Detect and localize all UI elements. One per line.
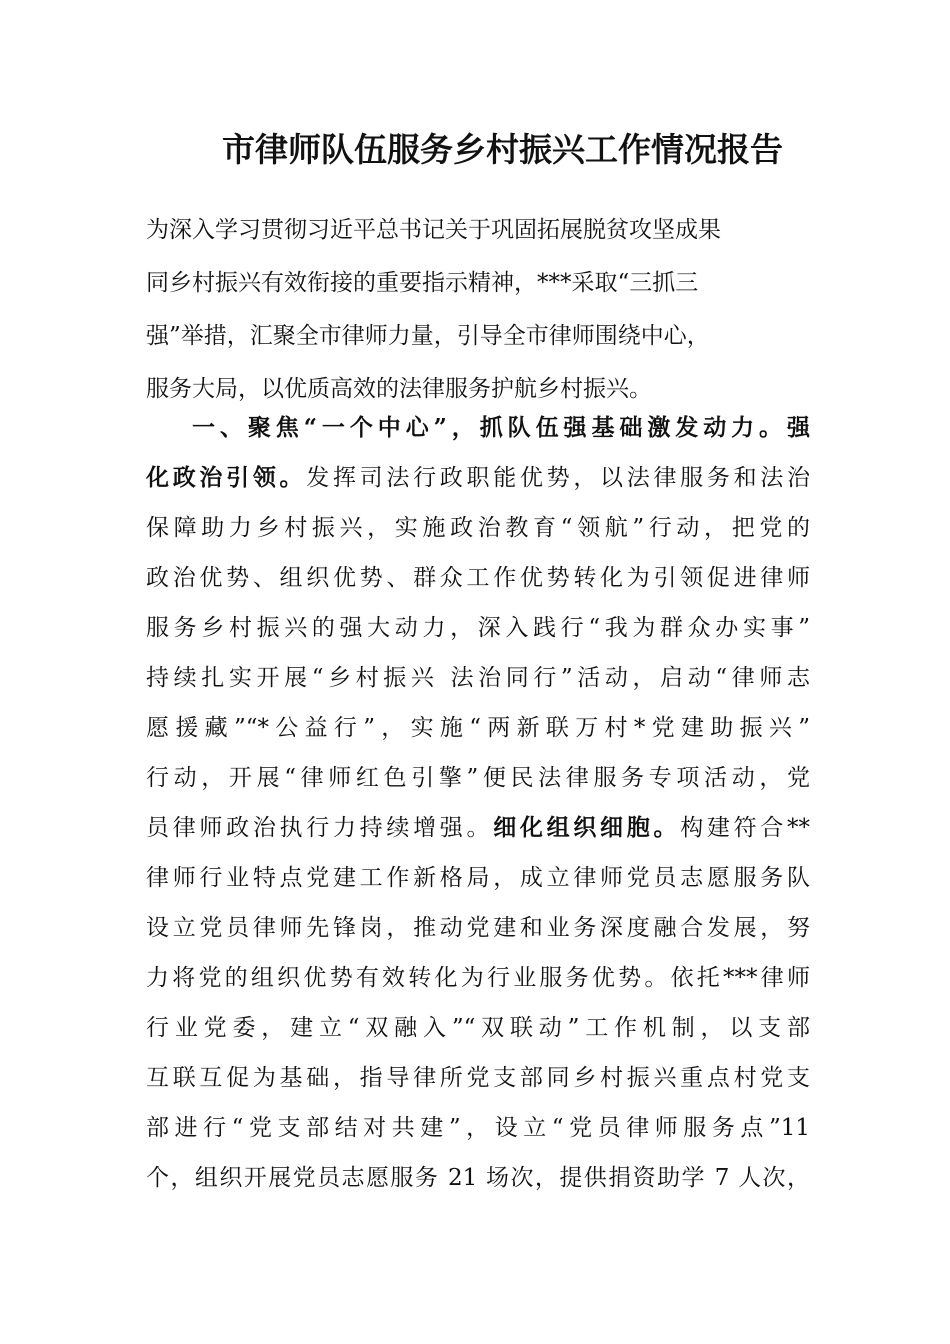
paragraph-line: 政治优势、组织优势、群众工作优势转化为引领促进律师: [146, 565, 810, 591]
intro-paragraph: [146, 204, 786, 416]
document-title: 市律师队伍服务乡村振兴工作情况报告: [222, 130, 783, 169]
paragraph-line: 持续扎实开展“乡村振兴 法治同行”活动，启动“律师志: [146, 665, 810, 691]
paragraph-text: 构建符合**: [680, 815, 811, 841]
paragraph-line: 互联互促为基础，指导律所党支部同乡村振兴重点村党支: [146, 1065, 810, 1091]
intro-line: 同乡村振兴有效衔接的重要指示精神，***采取“三抓三: [146, 270, 699, 296]
intro-line: 为深入学习贯彻习近平总书记关于巩固拓展脱贫攻坚成果: [146, 217, 721, 243]
paragraph-text: 发挥司法行政职能优势，以法律服务和法治: [306, 465, 811, 491]
paragraph-line: [146, 803, 810, 853]
paragraph-line: [146, 453, 810, 503]
section-one-paragraph: [146, 403, 810, 1203]
paragraph-line: 个，组织开展党员志愿服务 21 场次，提供捐资助学 7 人次，: [146, 1165, 810, 1191]
section-heading: 一、聚焦“一个中心”，抓队伍强基础激发动力。: [192, 414, 787, 441]
intro-line: 服务大局，以优质高效的法律服务护航乡村振兴。: [146, 376, 652, 402]
paragraph-line: 设立党员律师先锋岗，推动党建和业务深度融合发展，努: [146, 915, 810, 941]
paragraph-line: 行动，开展“律师红色引擎”便民法律服务专项活动，党: [146, 765, 810, 791]
paragraph-line: 保障助力乡村振兴，实施政治教育“领航”行动，把党的: [146, 515, 810, 541]
intro-line: 强”举措，汇聚全市律师力量，引导全市律师围绕中心，: [146, 323, 710, 349]
paragraph-line: [146, 403, 810, 453]
paragraph-line: 行业党委，建立“双融入”“双联动”工作机制，以支部: [146, 1015, 810, 1041]
paragraph-line: 愿援藏”“*公益行”，实施“两新联万村*党建助振兴”: [146, 715, 810, 741]
paragraph-line: 服务乡村振兴的强大动力，深入践行“我为群众办实事”: [146, 615, 810, 641]
subsection-heading: 细化组织细胞。: [493, 814, 681, 841]
paragraph-text: 员律师政治执行力持续增强。: [146, 815, 494, 841]
paragraph-line: 力将党的组织优势有效转化为行业服务优势。依托***律师: [146, 965, 810, 991]
subsection-heading: 化政治引领。: [146, 464, 307, 491]
paragraph-line: 部进行“党支部结对共建”，设立“党员律师服务点”11: [146, 1115, 810, 1141]
subsection-heading-part: 强: [787, 414, 810, 441]
paragraph-line: 律师行业特点党建工作新格局，成立律师党员志愿服务队: [146, 865, 810, 891]
